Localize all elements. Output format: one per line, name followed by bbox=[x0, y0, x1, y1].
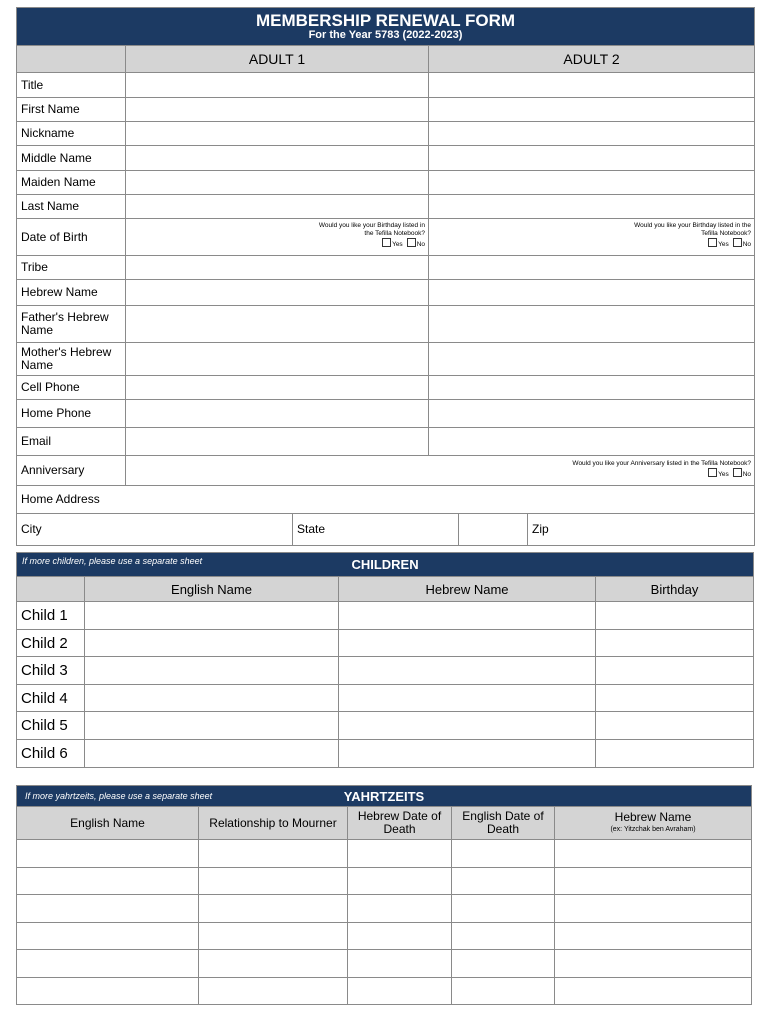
adult1-birthday-yes-checkbox[interactable] bbox=[382, 238, 391, 247]
adult1-fathers-hebrew-name-field[interactable] bbox=[126, 306, 429, 343]
adult2-tribe-field[interactable] bbox=[429, 256, 755, 280]
yz-hebrew-name-field[interactable] bbox=[555, 895, 752, 923]
child5-hebrew-field[interactable] bbox=[339, 712, 596, 740]
adult2-mothers-hebrew-name-field[interactable] bbox=[429, 343, 755, 376]
children-note: If more children, please use a separate sheet bbox=[22, 556, 203, 566]
no-label: No bbox=[742, 471, 752, 478]
yz-relationship-field[interactable] bbox=[199, 840, 348, 868]
yz-relationship-field[interactable] bbox=[199, 895, 348, 923]
yz-english-date-field[interactable] bbox=[452, 950, 555, 978]
child5-birthday-field[interactable] bbox=[596, 712, 754, 740]
anniversary-yes-checkbox[interactable] bbox=[708, 468, 717, 477]
no-label: No bbox=[742, 241, 752, 248]
adult2-email-field[interactable] bbox=[429, 428, 755, 456]
label-date-of-birth: Date of Birth bbox=[17, 219, 126, 256]
label-last-name: Last Name bbox=[17, 195, 126, 219]
label-email: Email bbox=[17, 428, 126, 456]
col-birthday: Birthday bbox=[596, 577, 754, 602]
label-cell-phone: Cell Phone bbox=[17, 376, 126, 400]
adult1-middle-name-field[interactable] bbox=[126, 146, 429, 171]
child-label: Child 6 bbox=[17, 740, 85, 768]
label-fathers-hebrew-name: Father's Hebrew Name bbox=[17, 306, 126, 343]
home-address-field[interactable] bbox=[17, 486, 755, 514]
yz-english-date-field[interactable] bbox=[452, 840, 555, 868]
adult2-title-field[interactable] bbox=[429, 73, 755, 98]
child2-english-field[interactable] bbox=[85, 630, 339, 657]
adult2-nickname-field[interactable] bbox=[429, 122, 755, 146]
yz-english-date-field[interactable] bbox=[452, 923, 555, 950]
child6-english-field[interactable] bbox=[85, 740, 339, 768]
col-hebrew-name bbox=[555, 807, 752, 840]
adult1-cell-phone-field[interactable] bbox=[126, 376, 429, 400]
yz-english-field[interactable] bbox=[17, 950, 199, 978]
city-field[interactable] bbox=[17, 514, 293, 546]
adult1-nickname-field[interactable] bbox=[126, 122, 429, 146]
yz-hebrew-name-field[interactable] bbox=[555, 923, 752, 950]
yz-english-field[interactable] bbox=[17, 840, 199, 868]
child4-hebrew-field[interactable] bbox=[339, 685, 596, 712]
yes-label: Yes bbox=[718, 241, 729, 248]
yz-relationship-field[interactable] bbox=[199, 950, 348, 978]
child3-birthday-field[interactable] bbox=[596, 657, 754, 685]
yz-english-date-field[interactable] bbox=[452, 895, 555, 923]
adult1-home-phone-field[interactable] bbox=[126, 400, 429, 428]
adult2-birthday-yes-checkbox[interactable] bbox=[708, 238, 717, 247]
label-city: City bbox=[21, 522, 42, 536]
child2-hebrew-field[interactable] bbox=[339, 630, 596, 657]
label-home-address: Home Address bbox=[21, 492, 100, 506]
yz-english-field[interactable] bbox=[17, 868, 199, 895]
adult2-birthday-no-checkbox[interactable] bbox=[733, 238, 742, 247]
child-label: Child 2 bbox=[17, 630, 85, 657]
yahrtzeits-table bbox=[16, 785, 752, 1005]
adult1-mothers-hebrew-name-field[interactable] bbox=[126, 343, 429, 376]
yz-hebrew-name-field[interactable] bbox=[555, 978, 752, 1005]
yes-label: Yes bbox=[392, 241, 403, 248]
label-state: State bbox=[297, 522, 326, 536]
state-field[interactable] bbox=[293, 514, 459, 546]
child-label: Child 1 bbox=[17, 602, 85, 630]
yz-relationship-field[interactable] bbox=[199, 978, 348, 1005]
yz-hebrew-name-field[interactable] bbox=[555, 950, 752, 978]
yahrtzeits-header bbox=[17, 786, 752, 807]
adult2-birthday-note: Would you like your Birthday listed in the Tefilla Notebook? bbox=[634, 222, 752, 237]
yz-hebrew-date-field[interactable] bbox=[348, 978, 452, 1005]
child6-birthday-field[interactable] bbox=[596, 740, 754, 768]
yz-english-field[interactable] bbox=[17, 978, 199, 1005]
child3-english-field[interactable] bbox=[85, 657, 339, 685]
child2-birthday-field[interactable] bbox=[596, 630, 754, 657]
form-header bbox=[17, 8, 755, 46]
child4-english-field[interactable] bbox=[85, 685, 339, 712]
yz-english-field[interactable] bbox=[17, 895, 199, 923]
child4-birthday-field[interactable] bbox=[596, 685, 754, 712]
child1-birthday-field[interactable] bbox=[596, 602, 754, 630]
adult-1-header: ADULT 1 bbox=[126, 46, 429, 73]
col-hebrew-name: Hebrew Name bbox=[339, 577, 596, 602]
child5-english-field[interactable] bbox=[85, 712, 339, 740]
yz-hebrew-date-field[interactable] bbox=[348, 868, 452, 895]
label-anniversary: Anniversary bbox=[17, 456, 126, 486]
yz-english-date-field[interactable] bbox=[452, 978, 555, 1005]
adult1-tribe-field[interactable] bbox=[126, 256, 429, 280]
adult2-middle-name-field[interactable] bbox=[429, 146, 755, 171]
blank-header-cell bbox=[17, 46, 126, 73]
children-table bbox=[16, 552, 754, 768]
col-relationship: Relationship to Mourner bbox=[199, 807, 348, 840]
label-title: Title bbox=[17, 73, 126, 98]
adult1-first-name-field[interactable] bbox=[126, 98, 429, 122]
adult1-dob-field[interactable] bbox=[126, 219, 429, 256]
yz-hebrew-date-field[interactable] bbox=[348, 895, 452, 923]
label-zip: Zip bbox=[532, 522, 549, 536]
child1-english-field[interactable] bbox=[85, 602, 339, 630]
children-title: CHILDREN bbox=[351, 557, 419, 572]
adult1-birthday-no-checkbox[interactable] bbox=[407, 238, 416, 247]
col-hebrew-date: Hebrew Date of Death bbox=[348, 807, 452, 840]
adult2-first-name-field[interactable] bbox=[429, 98, 755, 122]
child-label: Child 4 bbox=[17, 685, 85, 712]
child3-hebrew-field[interactable] bbox=[339, 657, 596, 685]
membership-form bbox=[16, 7, 755, 546]
col-english-date: English Date of Death bbox=[452, 807, 555, 840]
blank-header-cell bbox=[17, 577, 85, 602]
form-title: MEMBERSHIP RENEWAL FORM bbox=[255, 11, 516, 30]
adult1-title-field[interactable] bbox=[126, 73, 429, 98]
anniversary-no-checkbox[interactable] bbox=[733, 468, 742, 477]
child-label: Child 5 bbox=[17, 712, 85, 740]
label-nickname: Nickname bbox=[17, 122, 126, 146]
adult2-fathers-hebrew-name-field[interactable] bbox=[429, 306, 755, 343]
adult2-hebrew-name-field[interactable] bbox=[429, 280, 755, 306]
adult1-last-name-field[interactable] bbox=[126, 195, 429, 219]
label-maiden-name: Maiden Name bbox=[17, 171, 126, 195]
adult1-maiden-name-field[interactable] bbox=[126, 171, 429, 195]
anniversary-note: Would you like your Anniversary listed in the Tefilla Notebook? bbox=[572, 460, 752, 467]
adult2-cell-phone-field[interactable] bbox=[429, 376, 755, 400]
yes-label: Yes bbox=[718, 471, 729, 478]
anniversary-field[interactable] bbox=[126, 456, 755, 486]
adult1-hebrew-name-field[interactable] bbox=[126, 280, 429, 306]
form-subtitle: For the Year 5783 (2022-2023) bbox=[308, 29, 463, 41]
child1-hebrew-field[interactable] bbox=[339, 602, 596, 630]
adult2-home-phone-field[interactable] bbox=[429, 400, 755, 428]
no-label: No bbox=[416, 241, 425, 248]
yahrtzeits-note: If more yahrtzeits, please use a separate sheet bbox=[25, 791, 213, 801]
adult2-maiden-name-field[interactable] bbox=[429, 171, 755, 195]
label-tribe: Tribe bbox=[17, 256, 126, 280]
label-mothers-hebrew-name: Mother's Hebrew Name bbox=[17, 343, 126, 376]
yz-english-field[interactable] bbox=[17, 923, 199, 950]
yz-relationship-field[interactable] bbox=[199, 868, 348, 895]
adult1-birthday-note: Would you like your Birthday listed in the Tefilla Notebook? bbox=[318, 222, 425, 237]
adult1-email-field[interactable] bbox=[126, 428, 429, 456]
yz-hebrew-name-field[interactable] bbox=[555, 840, 752, 868]
yz-hebrew-name-field[interactable] bbox=[555, 868, 752, 895]
child6-hebrew-field[interactable] bbox=[339, 740, 596, 768]
children-header bbox=[17, 553, 754, 577]
yz-english-date-field[interactable] bbox=[452, 868, 555, 895]
yz-hebrew-date-field[interactable] bbox=[348, 840, 452, 868]
zip-field[interactable] bbox=[527, 514, 754, 545]
adult-2-header: ADULT 2 bbox=[429, 46, 755, 73]
hebrew-name-example: (ex: Yitzchak ben Avraham) bbox=[610, 825, 696, 833]
child-label: Child 3 bbox=[17, 657, 85, 685]
label-home-phone: Home Phone bbox=[17, 400, 126, 428]
yahrtzeits-title: YAHRTZEITS bbox=[343, 788, 425, 804]
adult2-last-name-field[interactable] bbox=[429, 195, 755, 219]
yz-hebrew-date-field[interactable] bbox=[348, 950, 452, 978]
label-middle-name: Middle Name bbox=[17, 146, 126, 171]
label-hebrew-name: Hebrew Name bbox=[17, 280, 126, 306]
hebrew-name-heading: Hebrew Name bbox=[614, 809, 692, 824]
col-english-name: English Name bbox=[17, 807, 199, 840]
col-english-name: English Name bbox=[85, 577, 339, 602]
yz-hebrew-date-field[interactable] bbox=[348, 923, 452, 950]
yz-relationship-field[interactable] bbox=[199, 923, 348, 950]
zip-cell bbox=[459, 514, 755, 546]
adult2-dob-field[interactable] bbox=[429, 219, 755, 256]
label-first-name: First Name bbox=[17, 98, 126, 122]
